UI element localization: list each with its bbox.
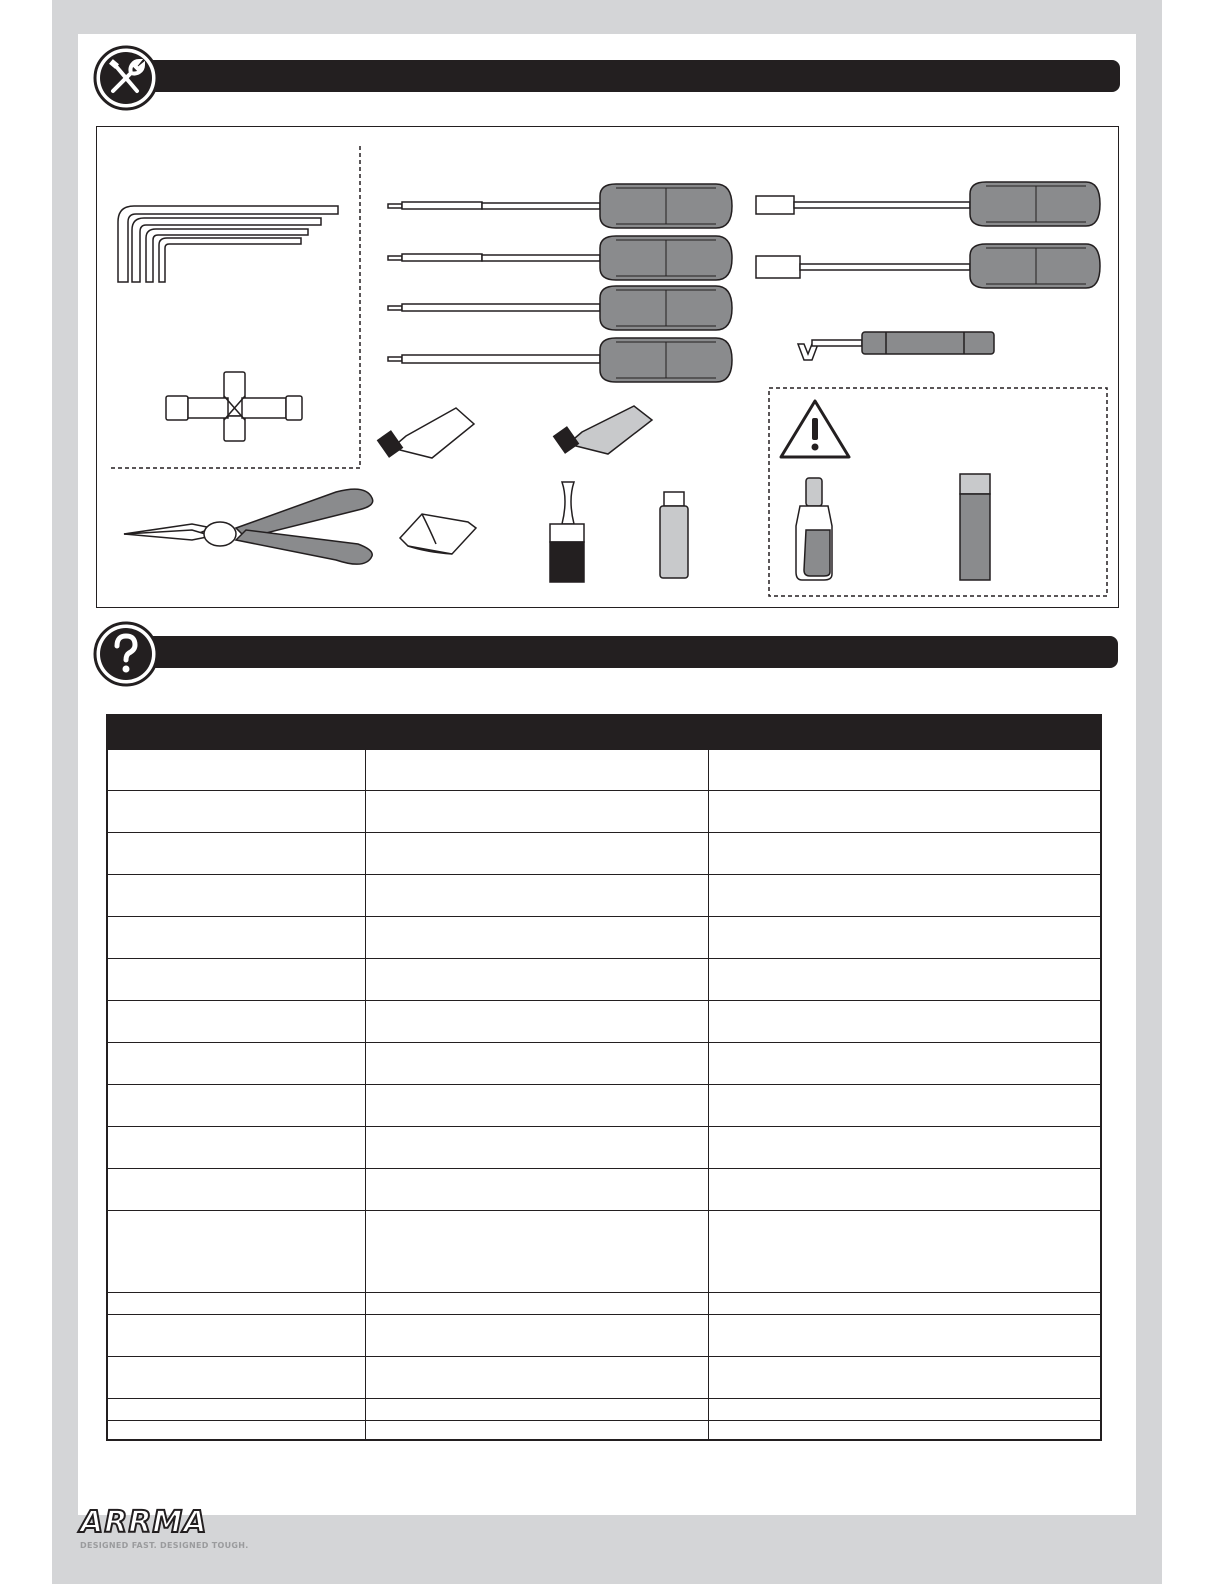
turnbuckle-wrench [798, 332, 994, 360]
wrench-screwdriver-icon [93, 45, 159, 111]
table-row [108, 1126, 1100, 1127]
paint-brush [550, 482, 584, 582]
troubleshooting-table [106, 714, 1102, 1441]
oil-bottle [660, 492, 688, 578]
cross-wrench [166, 372, 302, 441]
table-row [108, 1042, 1100, 1043]
allen-wrench-set [118, 206, 338, 282]
table-row [108, 1314, 1100, 1315]
table-row [108, 874, 1100, 875]
table-row [108, 1292, 1100, 1293]
thread-lock-bottle [796, 478, 832, 580]
table-row [108, 790, 1100, 791]
shop-towel [400, 514, 476, 554]
table-row [108, 832, 1100, 833]
table-row [108, 958, 1100, 959]
grease-tube-2 [554, 406, 652, 454]
tools-section-bar [140, 60, 1120, 92]
table-row [108, 1210, 1100, 1211]
table-row [108, 1398, 1100, 1399]
grease-tube-1 [378, 408, 474, 458]
brand-logo [80, 1505, 249, 1551]
needle-nose-pliers [124, 489, 373, 564]
brand-tagline: DESIGNED FAST. DESIGNED TOUGH. [80, 1541, 249, 1550]
table-row [108, 1420, 1100, 1421]
question-mark-icon [93, 621, 159, 687]
table-column-divider [365, 750, 366, 1439]
page-margin-left [0, 0, 52, 1584]
table-row [108, 1084, 1100, 1085]
troubleshooting-section-bar [140, 636, 1118, 668]
tools-illustration [96, 126, 1119, 608]
table-column-divider [708, 750, 709, 1439]
table-header-row [108, 716, 1100, 750]
table-row [108, 916, 1100, 917]
screwdriver-set-left [388, 184, 732, 382]
table-row [108, 1168, 1100, 1169]
table-row [108, 1356, 1100, 1357]
page-margin-right [1162, 0, 1224, 1584]
warning-triangle-icon [781, 401, 849, 457]
nut-driver-set [756, 182, 1100, 288]
table-row [108, 1000, 1100, 1001]
spray-can [960, 474, 990, 580]
brand-wordmark: ARRMA [80, 1505, 208, 1540]
